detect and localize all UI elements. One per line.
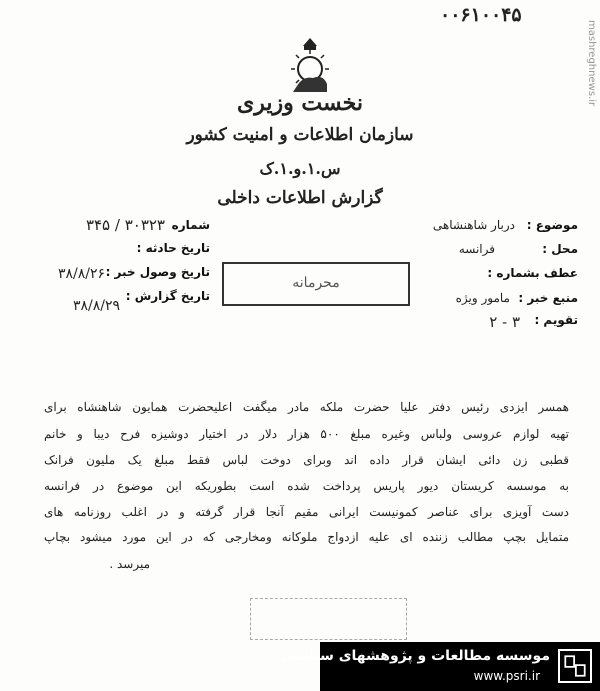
body-line: قطبی زن دائی ایشان قرار داده اند وبرای دوخت لباس فقط مبلغ یک ملیون فرانک xyxy=(44,453,569,467)
field-label-incident-date: تاریخ حادثه : xyxy=(136,241,210,255)
institute-logo-icon xyxy=(558,649,592,683)
field-value-location: فرانسه xyxy=(458,242,495,256)
field-label-reference: عطف بشماره : xyxy=(487,266,578,280)
header-title: نخست وزیری xyxy=(237,90,363,116)
field-value-number: ۳۰۳۲۳ / ۳۴۵ xyxy=(85,216,165,234)
body-line: متمایل بچپ مطالب زننده ای علیه ازدواج ملوکانه ومخارجی که در این مورد میشود بچاپ xyxy=(44,530,569,544)
confidential-stamp xyxy=(222,262,410,306)
header-code: س.۱.و.۱.ک xyxy=(259,159,341,178)
document-number: ۰۰۶۱۰۰۴۵ xyxy=(440,4,522,26)
body-line: به موسسه کریستان دیور پاریس پرداخت شده است بطوریکه این موضوع در فرانسه xyxy=(44,479,569,493)
body-line: دست آویزی برای عناصر کمونیست ایرانی مقیم آنجا قرار گرفته و در اغلب روزنامه های xyxy=(44,505,569,519)
footer-banner xyxy=(281,642,600,691)
watermark: mashreghnews.ir xyxy=(586,20,597,107)
field-value-subject: دربار شاهنشاهی xyxy=(432,218,515,232)
field-label-location: محل : xyxy=(542,242,578,256)
field-value-calendar: ۳ - ۲ xyxy=(489,313,520,331)
signature-area xyxy=(250,598,407,640)
field-label-report-date: تاریخ گزارش : xyxy=(125,289,210,303)
field-value-receipt-date: ۳۸/۸/۲۶ xyxy=(57,266,105,282)
header-organization: سازمان اطلاعات و امنیت کشور xyxy=(186,125,414,145)
field-label-subject: موضوع : xyxy=(526,218,578,232)
stamp-text: محرمانه xyxy=(292,275,340,291)
field-value-source: مامور ویژه xyxy=(455,291,510,305)
footer-institute-name: موسسه مطالعات و پژوهشهای سیاسی xyxy=(281,648,550,664)
header-report-type: گزارش اطلاعات داخلی xyxy=(217,188,383,208)
field-label-source: منبع خبر : xyxy=(518,291,578,305)
lion-and-sun-emblem-icon xyxy=(283,36,337,98)
field-value-report-date: ۳۸/۸/۲۹ xyxy=(72,298,120,314)
body-line: همسر ایزدی رئیس دفتر علیا حضرت ملکه مادر میگفت اعلیحضرت همایون شاهنشاه برای xyxy=(44,400,569,414)
field-label-number: شماره xyxy=(171,218,210,232)
field-label-calendar: تقویم : xyxy=(534,313,578,327)
footer-url: www.psri.ir xyxy=(473,669,540,683)
body-line: تهیه لوازم عروسی ولباس وغیره مبلغ ۵۰۰ هزار دلار در اختیار دوشیزه فرح دیبا و خانم xyxy=(44,427,569,441)
body-line: میرسد . xyxy=(109,557,150,571)
field-label-receipt-date: تاریخ وصول خبر : xyxy=(105,265,210,279)
